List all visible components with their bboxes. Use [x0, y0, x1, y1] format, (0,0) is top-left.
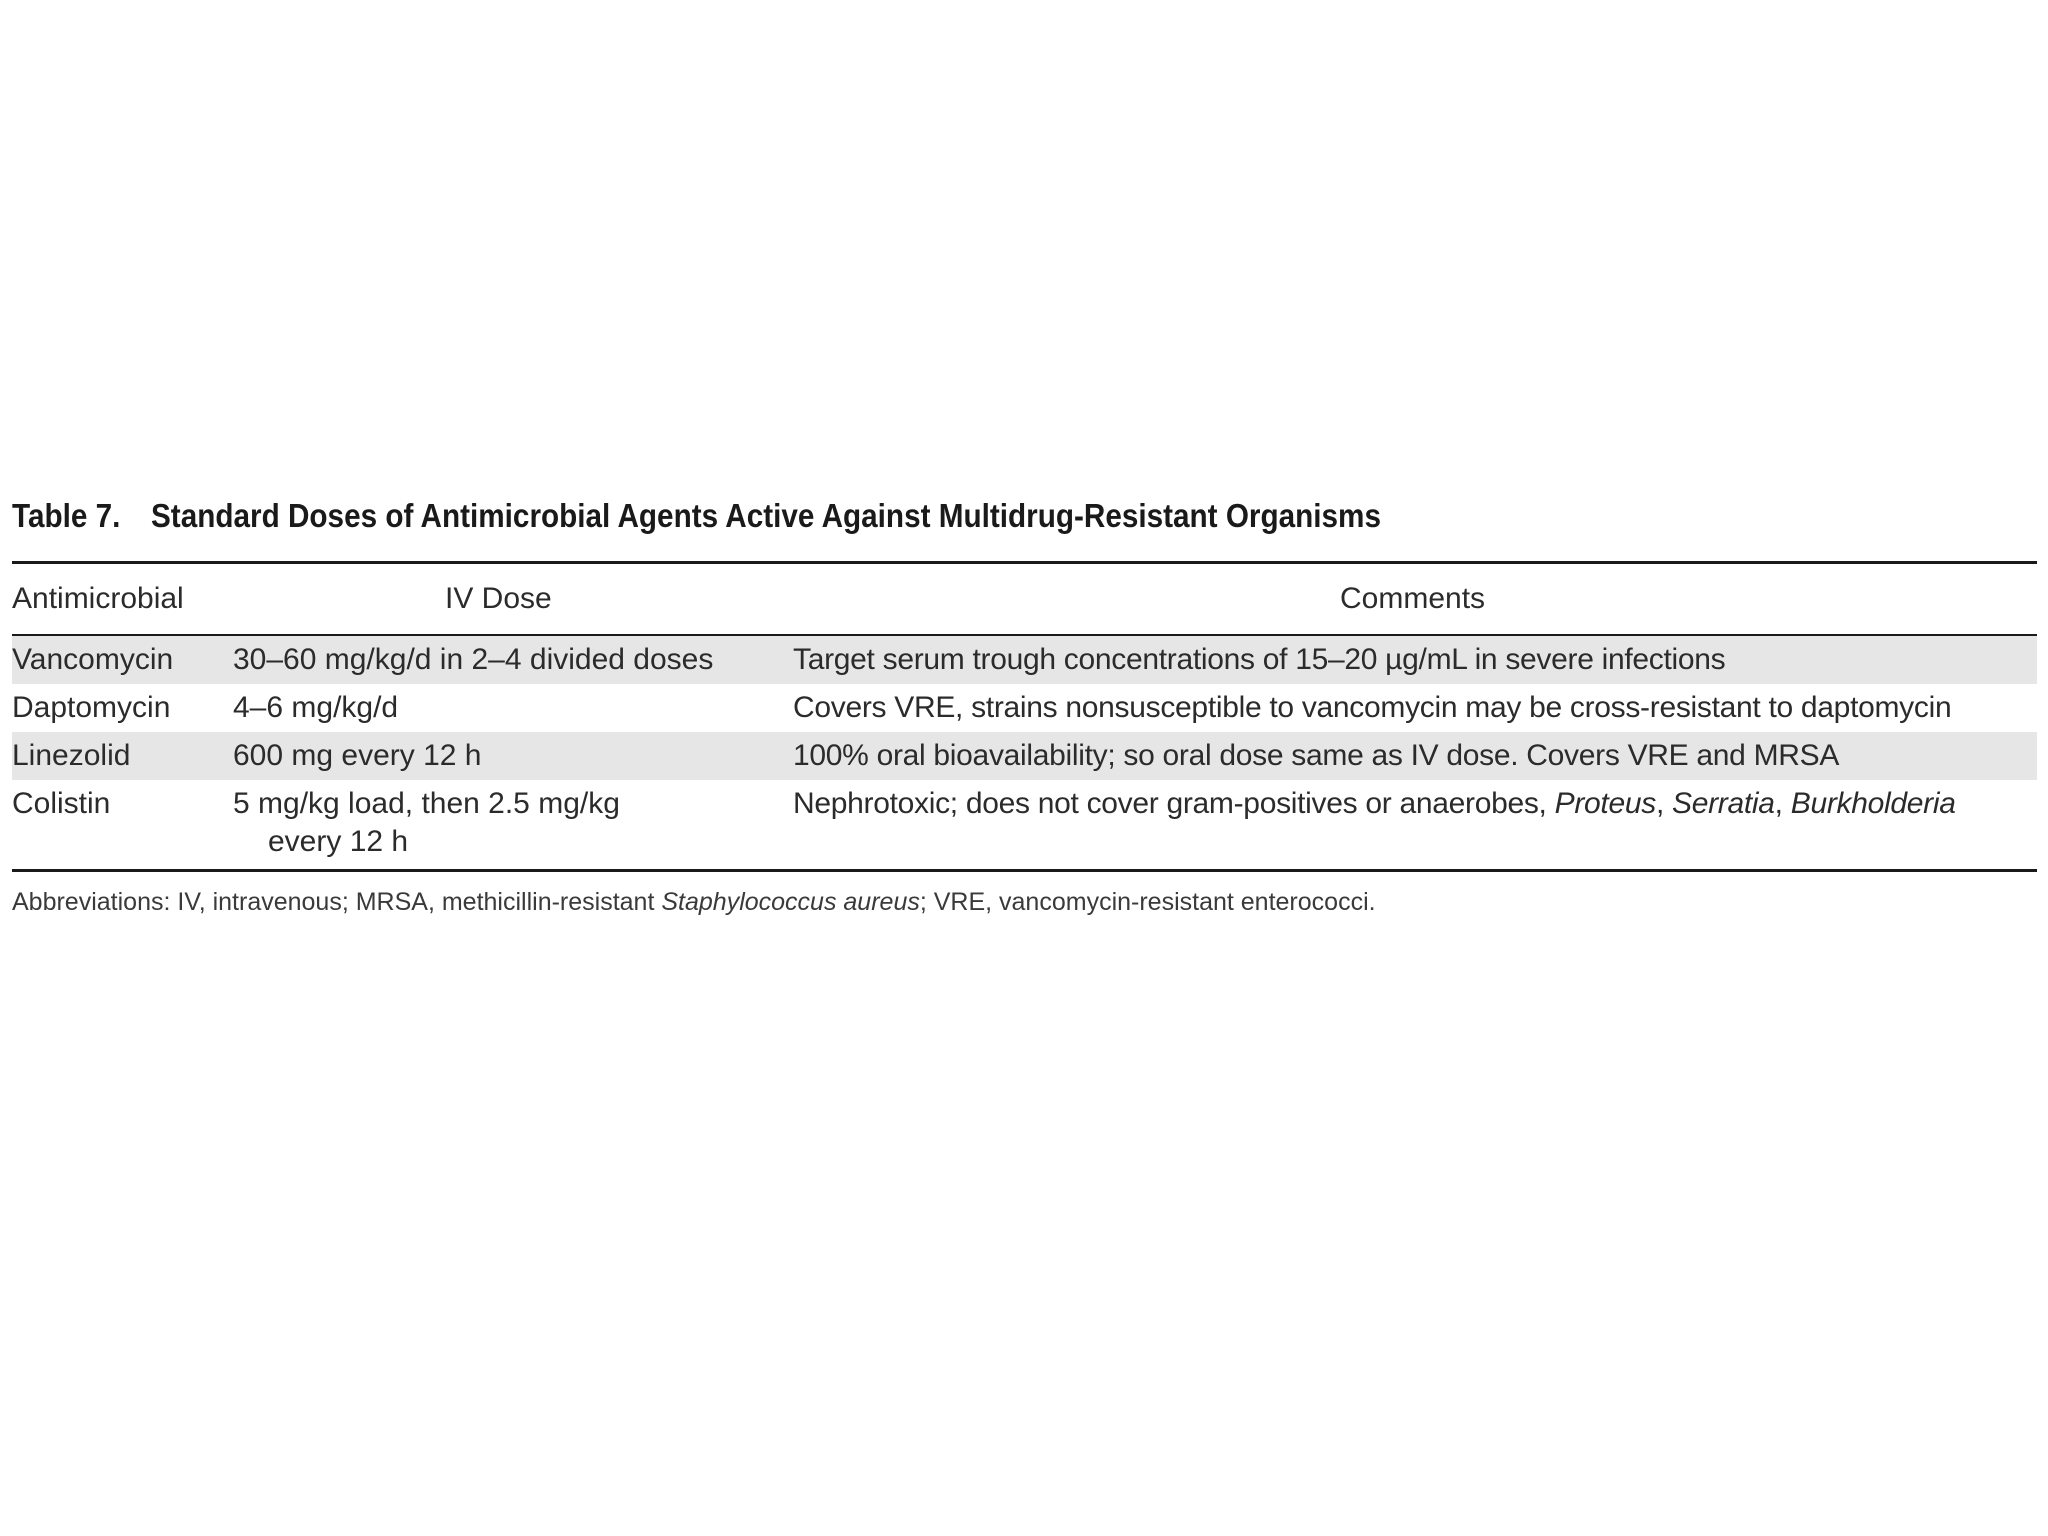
table-caption: Standard Doses of Antimicrobial Agents Active Against Multidrug-Resistant Organisms: [150, 497, 1381, 534]
table-block: [12, 492, 2037, 917]
footnote-suffix: ; VRE, vancomycin-resistant enterococci.: [919, 888, 1376, 916]
comment-separator: ,: [1655, 787, 1673, 820]
cell-comment: Covers VRE, strains nonsusceptible to vancomycin may be cross-resistant to daptomycin: [793, 691, 1952, 724]
table-body: [12, 636, 2037, 869]
comment-separator: ,: [1774, 787, 1791, 820]
table-header: [12, 564, 2037, 636]
cell-comment: 100% oral bioavailability; so oral dose same as IV dose. Covers VRE and MRSA: [793, 732, 2037, 780]
dose-line-1: 5 mg/kg load, then 2.5 mg/kg: [233, 787, 620, 820]
cell-dose: 600 mg every 12 h: [233, 732, 793, 780]
header-antimicrobial: Antimicrobial: [12, 582, 184, 615]
cell-comment: [793, 780, 2037, 869]
cell-antimicrobial: Vancomycin: [12, 636, 233, 684]
header-comments: Comments: [1340, 582, 1486, 615]
organism-burkholderia: Burkholderia: [1790, 787, 1956, 820]
cell-dose: [233, 780, 793, 869]
organism-proteus: Proteus: [1554, 787, 1656, 820]
cell-antimicrobial: Daptomycin: [12, 691, 171, 724]
footnote-organism: Staphylococcus aureus: [661, 888, 920, 916]
table-number: Table 7.: [12, 497, 121, 534]
header-row: [12, 564, 2037, 634]
cell-antimicrobial: Colistin: [12, 787, 111, 820]
organism-serratia: Serratia: [1672, 787, 1775, 820]
comment-text: Nephrotoxic; does not cover gram-positives or anaerobes,: [793, 787, 1555, 820]
cell-comment: Target serum trough concentrations of 15–20 µg/mL in severe infections: [793, 636, 2037, 684]
bottom-rule: [12, 869, 2037, 872]
footnote-prefix: Abbreviations: IV, intravenous; MRSA, methicillin-resistant: [12, 888, 662, 916]
header-iv-dose: IV Dose: [445, 582, 552, 615]
cell-antimicrobial: Linezolid: [12, 732, 233, 780]
table-footnote: [12, 888, 2037, 917]
cell-dose: 30–60 mg/kg/d in 2–4 divided doses: [233, 636, 793, 684]
table-row: [12, 636, 2037, 684]
table-title: [12, 492, 1835, 540]
dosing-table: [12, 564, 2037, 869]
table-row: [12, 780, 2037, 869]
dose-line-2: every 12 h: [268, 825, 409, 858]
cell-dose: 4–6 mg/kg/d: [233, 691, 399, 724]
table-row: [12, 732, 2037, 780]
table-row: [12, 684, 2037, 732]
